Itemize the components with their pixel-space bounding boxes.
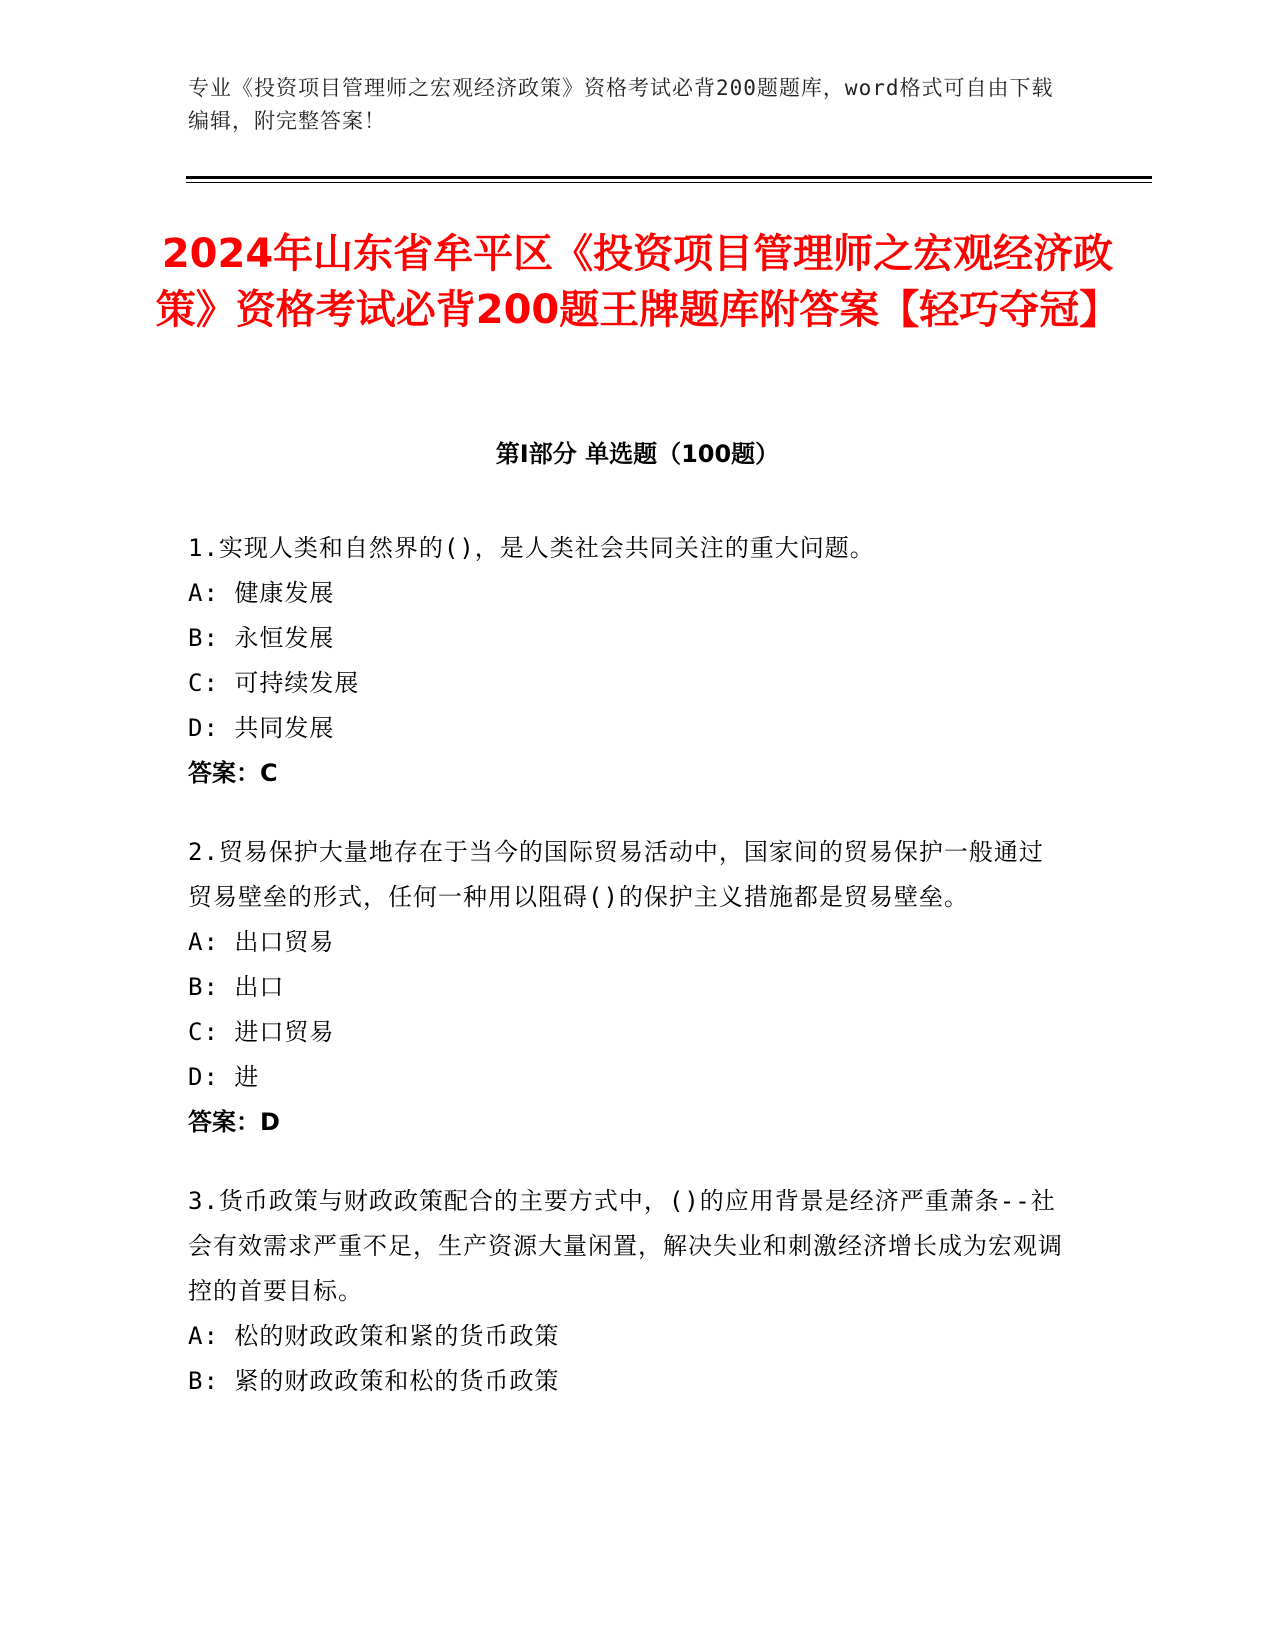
- option-d: D: 进: [188, 1063, 260, 1091]
- option-b: B: 出口: [188, 973, 285, 1001]
- question-stem: 2.贸易保护大量地存在于当今的国际贸易活动中，国家间的贸易保护一般通过贸易壁垒的形式，任何一种用以阻碍()的保护主义措施都是贸易壁垒。: [188, 838, 1044, 911]
- question-stem: 3.货币政策与财政政策配合的主要方式中，()的应用背景是经济严重萧条--社会有效需求严重不足，生产资源大量闲置，解决失业和刺激经济增长成为宏观调控的首要目标。: [188, 1187, 1063, 1305]
- section-title: 第Ⅰ部分 单选题（100题）: [495, 440, 780, 468]
- option-b: B: 紧的财政政策和松的货币政策: [188, 1367, 560, 1395]
- answer: 答案：D: [188, 1108, 280, 1136]
- document-title: 2024年山东省牟平区《投资项目管理师之宏观经济政策》资格考试必背200题王牌题库附答案【轻巧夺冠】: [155, 231, 1120, 333]
- question-3: [188, 1179, 1068, 1404]
- question-2: [188, 830, 1068, 1145]
- header-divider-thick: [186, 176, 1152, 179]
- question-1: [188, 526, 1068, 796]
- option-c: C: 可持续发展: [188, 669, 360, 697]
- option-a: A: 松的财政政策和紧的货币政策: [188, 1322, 560, 1350]
- option-a: A: 出口贸易: [188, 928, 335, 956]
- question-stem: 1.实现人类和自然界的()，是人类社会共同关注的重大问题。: [188, 534, 875, 562]
- header-divider-thin: [186, 182, 1152, 183]
- header-note: 专业《投资项目管理师之宏观经济政策》资格考试必背200题题库，word格式可自由下载编辑，附完整答案！: [188, 76, 1054, 133]
- option-a: A: 健康发展: [188, 579, 335, 607]
- option-b: B: 永恒发展: [188, 624, 335, 652]
- question-list: [188, 526, 1068, 1438]
- answer: 答案：C: [188, 759, 278, 787]
- option-c: C: 进口贸易: [188, 1018, 335, 1046]
- option-d: D: 共同发展: [188, 714, 335, 742]
